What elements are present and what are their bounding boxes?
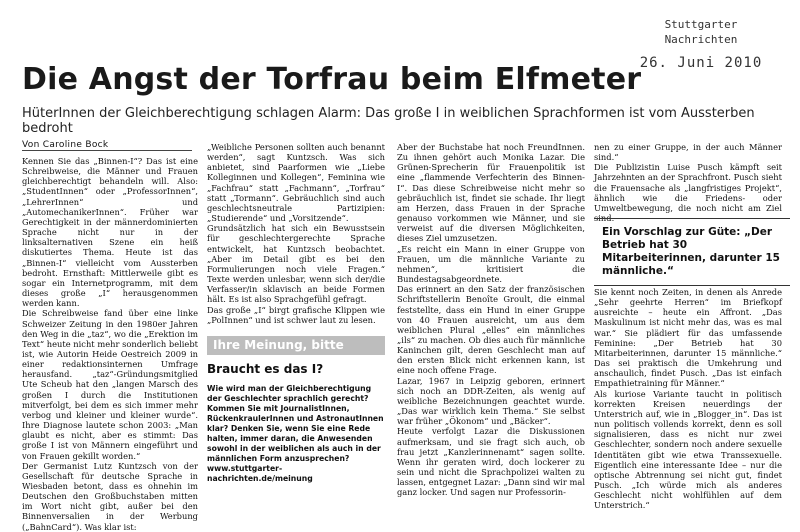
newspaper-name: Stuttgarter Nachrichten xyxy=(664,18,738,46)
article-column-2: „Weibliche Personen sollten auch benannt werden“, sagt Kuntzsch. Was sich anbietet, sind Paarformen wie „Liebe Kolleginnen und Kollegen“, Feminina wie „Fachfrau“ statt „Fachmann“, „Torfrau“ statt „Tormann“. Gebräuchlich sind auch geschlechtsneutrale Partizipien: „Studierende“ und „Vorsitzende“. Grundsätzlich hat sich ein Bewusstsein für geschlechtergerechte Sprache entwickelt, hat Kuntzsch beobachtet. „Aber im Detail gibt es bei den Formulierungen noch viele Fragen.“ Texte werden unlesbar, wenn sich der/die Verfasser/in sklavisch an beide Formen hält. Es ist also Sprachgefühl gefragt. Das große „I“ birgt grafische Klippen wie „PolInnen“ und ist schwer laut zu lesen. xyxy=(207,142,385,325)
publication-date: 26. Juni 2010 xyxy=(639,54,763,71)
pull-quote: Ein Vorschlag zur Güte: „Der Betrieb hat 30 Mitarbeiterinnen, darunter 15 männliche.“ xyxy=(594,218,790,286)
opinion-body: Wie wird man der Gleichberechtigung der Geschlechter sprachlich gerecht? Kommen Sie mit JournalistInnen, RückenkraulerInnen und AstronautInnen klar? Denken Sie, wenn Sie eine Rede halten, immer daran, die Anwesenden sowohl in der weiblichen als auch in der männlichen Form anzusprechen? www.stuttgarter-nachrichten.de/meinung xyxy=(207,384,384,483)
opinion-box xyxy=(207,336,385,518)
byline: Von Caroline Bock xyxy=(22,140,109,150)
opinion-question: Braucht es das I? xyxy=(207,362,324,376)
article-column-4-top: nen zu einer Gruppe, in der auch Männer sind.“ Die Publizistin Luise Pusch kämpft seit Jahrzehnten an der Sprachfront. Pusch sieht die Frauensache als „langfristiges Projekt“, ähnlich wie die Friedens- oder Umweltbewegung, die noch nicht am Ziel sind. xyxy=(594,142,782,224)
opinion-header: Ihre Meinung, bitte xyxy=(207,336,385,355)
headline: Die Angst der Torfrau beim Elfmeter xyxy=(22,62,642,97)
byline-rule xyxy=(22,150,192,151)
article-column-3: Aber der Buchstabe hat noch FreundInnen. Zu ihnen gehört auch Monika Lazar. Die Grünen-Sprecherin für Frauenpolitik ist eine „flammende Verfechterin des Binnen-I“. Das diese Schreibweise nicht mehr so gebräuchlich ist, findet sie schade. Ihr liegt am Herzen, dass Frauen in der Sprache genauso vorkommen wie Männer, und sie verweist auf die diversen Möglichkeiten, dieses Ziel umzusetzen. „Es reicht ein Mann in einer Gruppe von Frauen, um die männliche Variante zu nehmen“, kritisiert die Bundestagsabgeordnete. Das erinnert an den Satz der französischen Schriftstellerin Benoîte Groult, die einmal feststellte, dass ein Hund in einer Gruppe von 40 Frauen ausreicht, um aus dem weiblichen Plural „elles“ ein männliches „ils“ zu machen. Ob dies auch für männliche Kaninchen gilt, deren Geschlecht man auf den ersten Blick nicht erkennen kann, ist eine noch offene Frage. Lazar, 1967 in Leipzig geboren, erinnert sich noch an DDR-Zeiten, als wenig auf weibliche Bezeichnungen geachtet wurde. „Das war wirklich kein Thema.“ Sie selbst war früher „Ökonom“ und „Bäcker“. Heute verfolgt Lazar die Diskussionen aufmerksam, und sie fragt sich auch, ob frau jetzt „Kanzlerinnenamt“ sagen sollte. Wenn ihr geraten wird, doch lockerer zu sein und nicht die Sprachpolizei walten zu lassen, entgegnet Lazar: „Dann sind wir mal ganz locker. Und sagen nur Professorin- xyxy=(397,142,585,498)
subheadline: HüterInnen der Gleichberechtigung schlagen Alarm: Das große I in weiblichen Sprachformen ist vom Aussterben bedroht xyxy=(22,106,755,136)
article-column-4-bottom: Sie kennt noch Zeiten, in denen als Anrede „Sehr geehrte Herren“ im Briefkopf ausreichte – heute ein Affront. „Das Maskulinum ist nicht mehr das, was es mal war.“ Sie plädiert für das umfassende Feminine: „Der Betrieb hat 30 Mitarbeiterinnen, darunter 15 männliche.“ Das sei praktisch die Umkehrung und anschaulich, findet Pusch. „Das ist einfach Empathietraining für Männer.“ Als kuriose Variante taucht in politisch korrekten Kreisen neuerdings der Unterstrich auf, wie in „Blogger_in“. Das ist nun politisch vollends korrekt, denn es soll signalisieren, dass es nicht nur zwei Geschlechter, sondern noch andere sexuelle Identitäten gibt wie etwa Transsexuelle. Eigentlich eine interessante Idee – nur die optische Abtrennung sei nicht gut, findet Pusch. „Ich würde mich als anderes Geschlecht nicht wohlfühlen auf dem Unterstrich.“ xyxy=(594,287,782,511)
article-column-1: Kennen Sie das „Binnen-I“? Das ist eine Schreibweise, die Männer und Frauen gleichberechtigt behandeln will. Also: „StudentInnen“ oder „ProfessorInnen“, „LehrerInnen“ und „AutomechanikerInnen“. Früher war Gerechtigkeit in der männerdominierten Sprache nicht nur in der linksalternativen Szene ein heiß diskutiertes Thema. Heute ist das „Binnen-I“ vielleicht vom Aussterben bedroht. Ernsthaft: Mittlerweile gibt es sogar ein Internetprogramm, mit dem dieses große „I“ herausgenommen werden kann. Die Schreibweise fand über eine linke Schweizer Zeitung in den 1980er Jahren den Weg in die „taz“, wo die „Erektion im Text“ heute nicht mehr sonderlich beliebt ist, wie Autorin Heide Oestreich 2009 in einer redaktionsinternen Umfrage herausfand. „taz“-Gründungsmitglied Ute Scheub hat den „langen Marsch des großen I durch die Institutionen mitverfolgt, bei dem es sich immer mehr verbog und kleiner und kleiner wurde“. Ihre Diagnose lautete schon 2003: „Man glaubt es nicht, aber es stimmt: Das große I ist von Männern eingeführt und von Frauen gekillt worden.“ Der Germanist Lutz Kuntzsch von der Gesellschaft für deutsche Sprache in Wiesbaden betont, dass es ohnehin im Deutschen den Großbuchstaben mitten im Wort nicht gibt, außer bei den Binnenversalien in der Werbung („BahnCard“). Was klar ist: xyxy=(22,156,198,532)
